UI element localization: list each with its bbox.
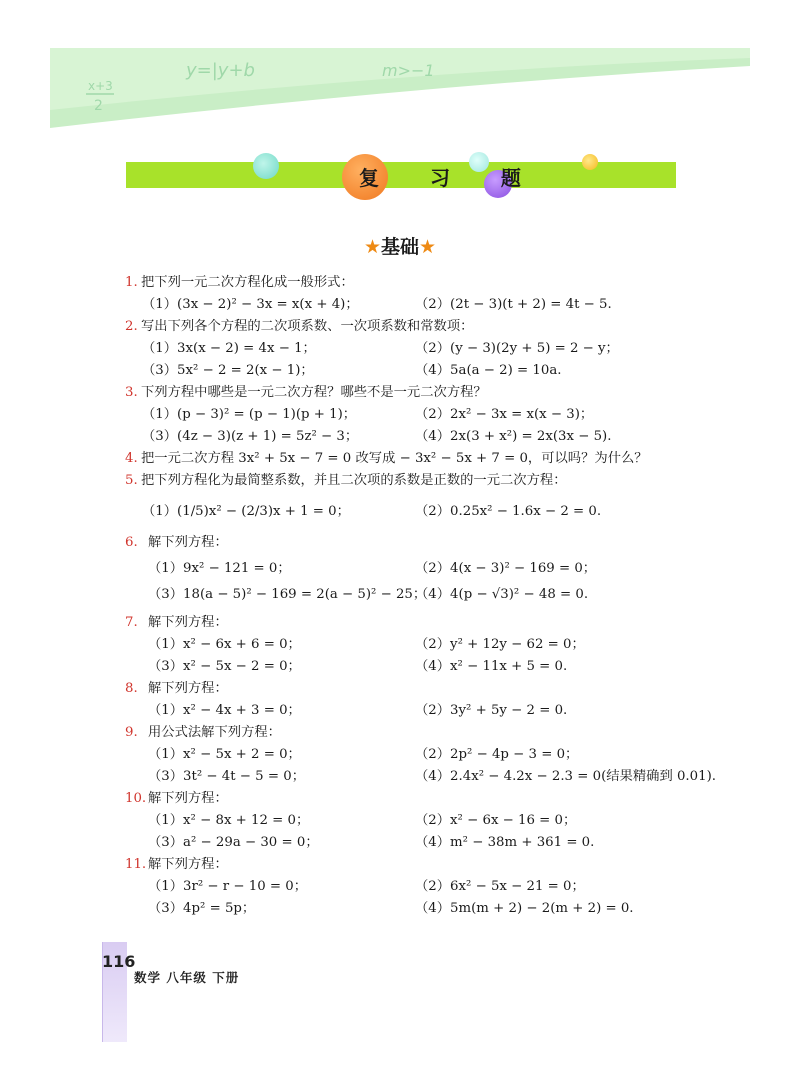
question-5: 5. 把下列方程化为最简整系数，并且二次项的系数是正数的一元二次方程：: [125, 473, 567, 488]
header-decoration: [0, 0, 800, 140]
equation-row: （3）(4z − 3)(z + 1) = 5z² − 3； （4）2x(3 + x²) = 2x(3x − 5).: [142, 429, 612, 444]
question-7: 7. 解下列方程：: [125, 615, 228, 630]
problem-list: [125, 272, 716, 920]
yellow-circle: [582, 154, 598, 170]
equation-row: （1）(p − 3)² = (p − 1)(p + 1)； （2）2x² − 3x = x(x − 3)；: [142, 407, 594, 422]
question-3: 3. 下列方程中哪些是一元二次方程？哪些不是一元二次方程？: [125, 385, 487, 400]
equation-row: （3）18(a − 5)² − 169 = 2(a − 5)² − 25； （4）4(p − √3)² − 48 = 0.: [148, 587, 589, 602]
question-9: 9. 用公式法解下列方程：: [125, 725, 281, 740]
svg-text:x+3: x+3: [88, 79, 113, 93]
equation-row: （1）x² − 8x + 12 = 0； （2）x² − 6x − 16 = 0；: [148, 813, 577, 828]
question-6: 6. 解下列方程：: [125, 535, 228, 550]
section-heading: [0, 232, 800, 259]
book-title: 数学 八年级 下册: [134, 970, 240, 985]
equation-row: （1）(3x − 2)² − 3x = x(x + 4)； （2）(2t − 3)(t + 2) = 4t − 5.: [142, 297, 612, 312]
equation-row: （3）5x² − 2 = 2(x − 1)； （4）5a(a − 2) = 10a.: [142, 363, 562, 378]
equation-row: （3）4p² = 5p； （4）5m(m + 2) − 2(m + 2) = 0.: [148, 901, 634, 916]
equation-row: （1）3r² − r − 10 = 0； （2）6x² − 5x − 21 = 0；: [148, 879, 585, 894]
star-icon: ★: [419, 236, 437, 258]
teal-circle: [253, 153, 279, 179]
equation-row: （1）3x(x − 2) = 4x − 1； （2）(y − 3)(2y + 5) = 2 − y；: [142, 341, 619, 356]
question-1: 1. 把下列一元二次方程化成一般形式：: [125, 275, 354, 290]
equation-row: （1）(1/5)x² − (2/3)x + 1 = 0； （2）0.25x² − 1.6x − 2 = 0.: [142, 504, 602, 519]
equation-row: （1）x² − 4x + 3 = 0； （2）3y² + 5y − 2 = 0.: [148, 703, 568, 718]
equation-row: （3）a² − 29a − 30 = 0； （4）m² − 38m + 361 = 0.: [148, 835, 595, 850]
equation-row: （3）3t² − 4t − 5 = 0； （4）2.4x² − 4.2x − 2.3 = 0(结果精确到 0.01).: [148, 769, 716, 784]
question-11: 11. 解下列方程：: [125, 857, 228, 872]
equation-row: （1）9x² − 121 = 0； （2）4(x − 3)² − 169 = 0；: [148, 561, 597, 576]
question-4: 4. 把一元二次方程 3x² + 5x − 7 = 0 改写成 − 3x² − 5x + 7 = 0，可以吗？为什么？: [125, 451, 648, 466]
section-title: 基础: [380, 236, 419, 258]
star-icon: ★: [363, 236, 381, 258]
equation-row: （1）x² − 5x + 2 = 0； （2）2p² − 4p − 3 = 0；: [148, 747, 579, 762]
equation-row: （3）x² − 5x − 2 = 0； （4）x² − 11x + 5 = 0.: [148, 659, 568, 674]
svg-text:y=|y+b: y=|y+b: [186, 60, 255, 81]
page-title: 复 习 题: [359, 166, 543, 190]
question-10: 10. 解下列方程：: [125, 791, 228, 806]
question-2: 2. 写出下列各个方程的二次项系数、一次项系数和常数项：: [125, 319, 474, 334]
svg-text:2: 2: [94, 98, 103, 114]
svg-text:m>−1: m>−1: [382, 61, 435, 80]
question-8: 8. 解下列方程：: [125, 681, 228, 696]
equation-row: （1）x² − 6x + 6 = 0； （2）y² + 12y − 62 = 0；: [148, 637, 585, 652]
page-number: 116: [102, 952, 136, 971]
